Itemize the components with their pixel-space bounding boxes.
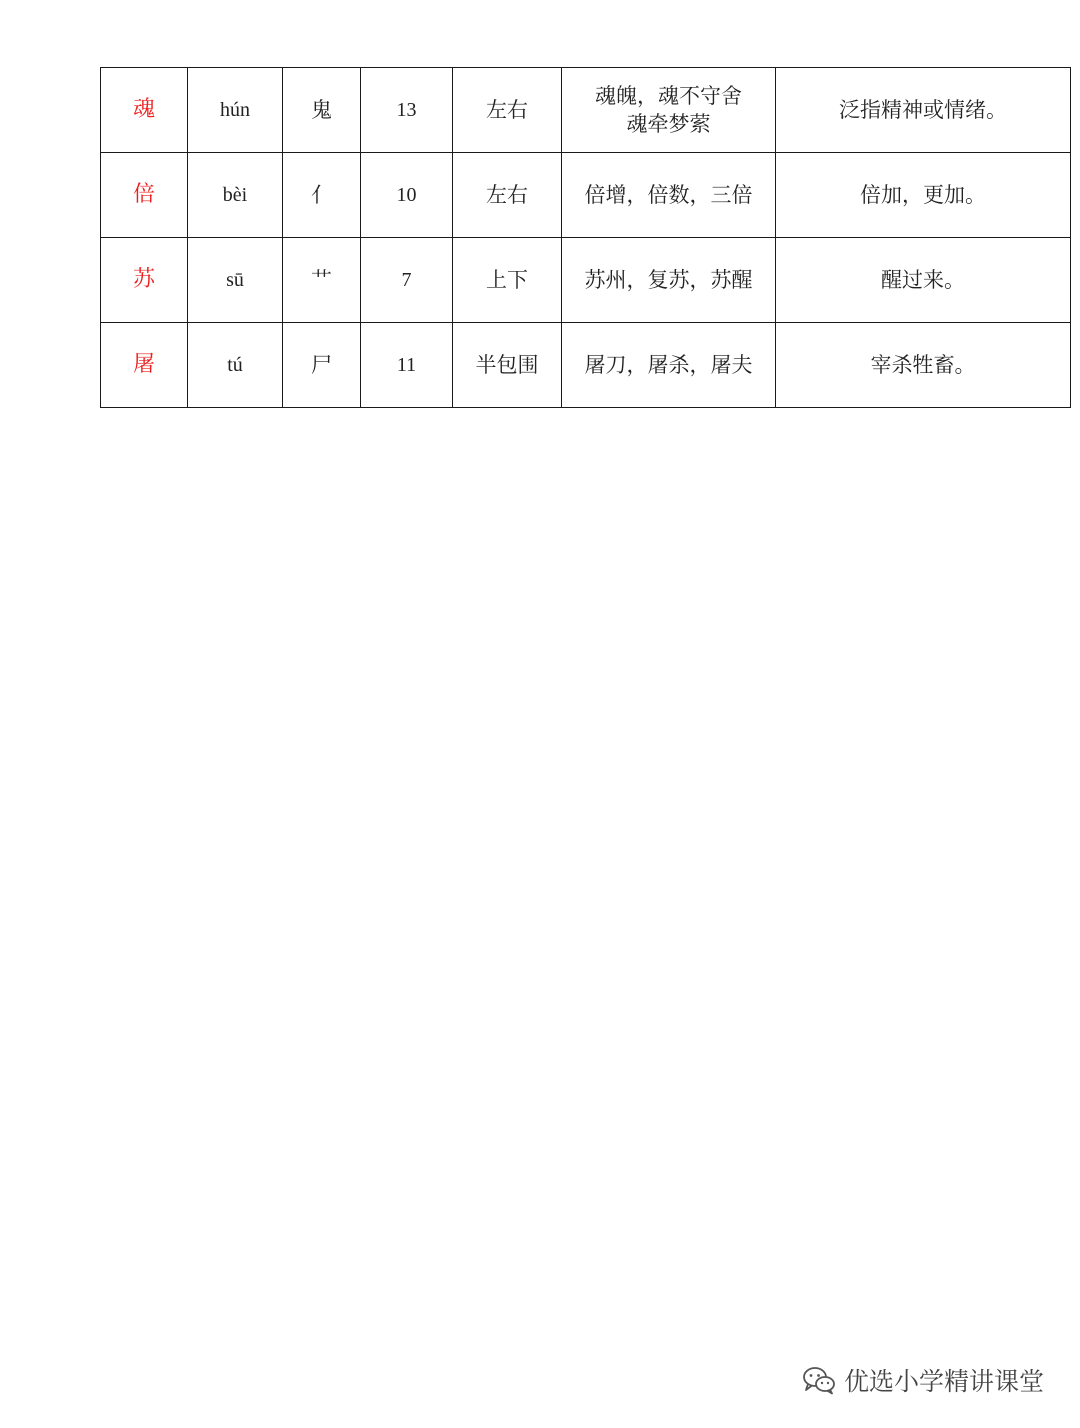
words-cell [562, 238, 776, 323]
pinyin-cell: sū [188, 238, 283, 323]
character-table [100, 67, 1071, 408]
words-line: 倍增，倍数，三倍 [584, 183, 753, 207]
structure-cell: 半包围 [453, 323, 562, 408]
table-row [101, 238, 1071, 323]
radical-cell: 艹 [283, 238, 361, 323]
hanzi-cell: 苏 [101, 238, 188, 323]
hanzi-cell: 倍 [101, 153, 188, 238]
hanzi-cell: 屠 [101, 323, 188, 408]
hanzi-cell: 魂 [101, 68, 188, 153]
radical-cell: 鬼 [283, 68, 361, 153]
pinyin-cell: hún [188, 68, 283, 153]
watermark-text: 优选小学精讲课堂 [843, 1367, 1044, 1396]
structure-cell: 上下 [453, 238, 562, 323]
words-line: 魂魄，魂不守舍 [595, 84, 742, 108]
words-line: 魂牵梦萦 [626, 112, 711, 136]
words-cell [562, 153, 776, 238]
strokes-cell: 13 [361, 68, 453, 153]
words-cell [562, 68, 776, 153]
words-line: 屠刀，屠杀，屠夫 [584, 353, 753, 377]
strokes-cell: 10 [361, 153, 453, 238]
meaning-cell: 倍加，更加。 [776, 153, 1071, 238]
meaning-cell: 泛指精神或情绪。 [776, 68, 1071, 153]
words-cell [562, 323, 776, 408]
structure-cell: 左右 [453, 68, 562, 153]
table-row [101, 68, 1071, 153]
radical-cell: 尸 [283, 323, 361, 408]
pinyin-cell: tú [188, 323, 283, 408]
strokes-cell: 7 [361, 238, 453, 323]
table-row [101, 153, 1071, 238]
structure-cell: 左右 [453, 153, 562, 238]
table-row [101, 323, 1071, 408]
meaning-cell: 醒过来。 [776, 238, 1071, 323]
meaning-cell: 宰杀牲畜。 [776, 323, 1071, 408]
watermark [802, 1362, 1044, 1398]
wechat-icon [802, 1365, 836, 1395]
pinyin-cell: bèi [188, 153, 283, 238]
words-line: 苏州，复苏，苏醒 [584, 268, 753, 292]
strokes-cell: 11 [361, 323, 453, 408]
radical-cell: 亻 [283, 153, 361, 238]
